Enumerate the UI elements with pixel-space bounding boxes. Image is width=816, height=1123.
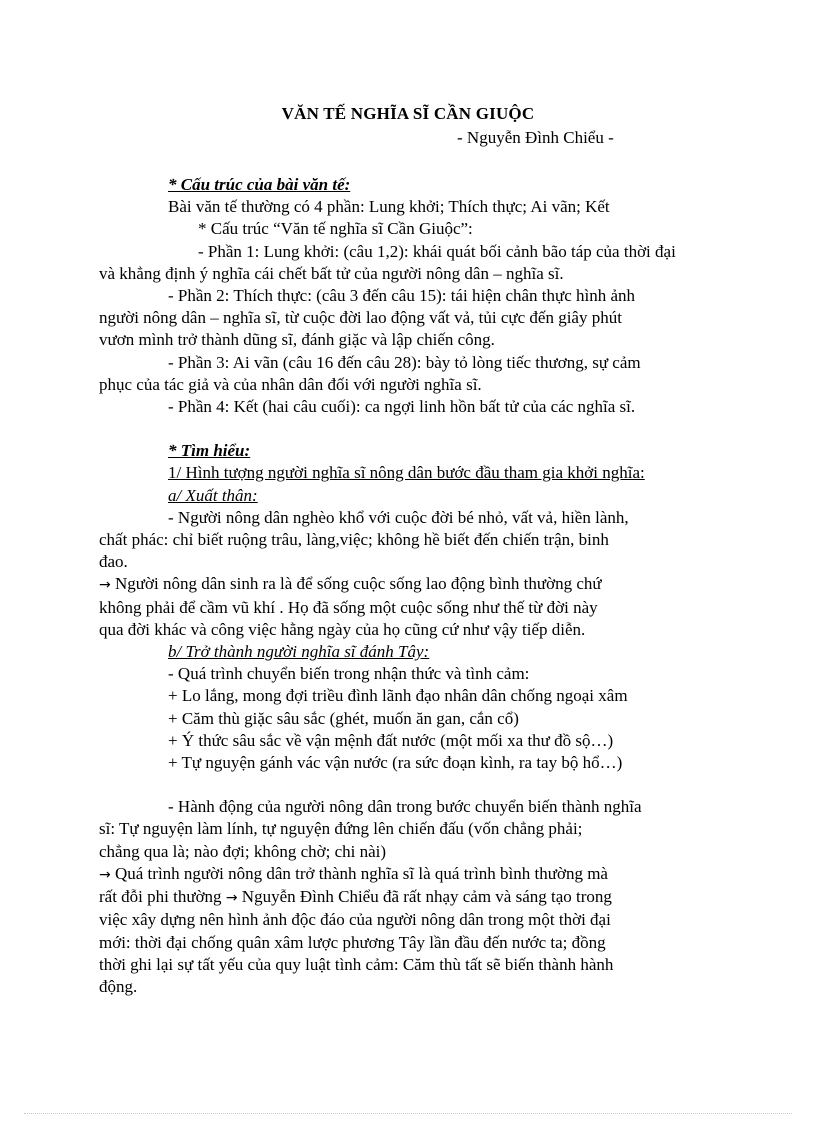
paragraph-line: chất phác: chỉ biết ruộng trâu, làng,việc; không hề biết đến chiến trận, binh	[99, 530, 609, 550]
part2-line-c: vươn mình trở thành dũng sĩ, đánh giặc và lập chiến công.	[99, 330, 495, 350]
arrow-icon: →	[99, 577, 111, 594]
paragraph-line: việc xây dựng nên hình ảnh độc đáo của người nông dân trong một thời đại	[99, 910, 611, 930]
paragraph-line: chẳng qua là; nào đợi; không chờ; chi nài)	[99, 841, 387, 861]
part4-line: - Phần 4: Kết (hai câu cuối): ca ngợi linh hồn bất tử của các nghĩa sĩ.	[168, 397, 636, 417]
page-title: VĂN TẾ NGHĨA SĨ CẦN GIUỘC	[281, 104, 535, 123]
paragraph-line: * Cấu trúc “Văn tế nghĩa sĩ Cần Giuộc”:	[198, 219, 473, 239]
paragraph-text: Người nông dân sinh ra là để sống cuộc sống lao động bình thường chứ	[110, 574, 602, 594]
paragraph-line: thời ghi lại sự tất yếu của quy luật tình cảm: Căm thù tất sẽ biến thành hành	[99, 954, 614, 974]
list-item: + Ý thức sâu sắc về vận mệnh đất nước (một mối xa thư đồ sộ…)	[168, 730, 614, 750]
part3-line-b: phục của tác giả và của nhân dân đối với người nghĩa sĩ.	[99, 374, 482, 394]
list-item: + Tự nguyện gánh vác vận nước (ra sức đoạn kình, ra tay bộ hổ…)	[168, 753, 623, 773]
paragraph-line	[99, 863, 697, 886]
subsection-heading-a: a/ Xuất thân:	[168, 485, 258, 505]
paragraph-line	[99, 573, 697, 596]
paragraph-line: Bài văn tế thường có 4 phần: Lung khởi; Thích thực; Ai vãn; Kết	[168, 197, 610, 217]
paragraph-line: mới: thời đại chống quân xâm lược phương Tây lần đầu đến nước ta; đồng	[99, 932, 606, 952]
spacer	[168, 774, 697, 796]
author-line: - Nguyễn Đình Chiểu -	[457, 128, 614, 147]
paragraph-line: - Người nông dân nghèo khổ với cuộc đời bé nhỏ, vất vả, hiền lành,	[168, 507, 629, 527]
list-item: + Lo lắng, mong đợi triều đình lãnh đạo nhân dân chống ngoại xâm	[168, 686, 628, 706]
paragraph-text: Nguyễn Đình Chiểu đã rất nhạy cảm và sáng tạo trong	[237, 887, 612, 907]
structure-heading: * Cấu trúc của bài văn tế:	[168, 175, 351, 194]
subsection-heading-b: b/ Trở thành người nghĩa sĩ đánh Tây:	[168, 642, 430, 662]
paragraph-line: qua đời khác và công việc hằng ngày của họ cũng cứ như vậy tiếp diễn.	[99, 619, 586, 639]
paragraph-line: sĩ: Tự nguyện làm lính, tự nguyện đứng lên chiến đấu (vốn chẳng phải;	[99, 819, 583, 839]
part2-line-b: người nông dân – nghĩa sĩ, từ cuộc đời lao động vất vả, tủi cực đến giây phút	[99, 308, 622, 328]
arrow-icon: →	[99, 866, 111, 883]
part1-line-b: và khẳng định ý nghĩa cái chết bất tử của người nông dân – nghĩa sĩ.	[99, 263, 564, 283]
part1-line-a: - Phần 1: Lung khởi: (câu 1,2): khái quát bối cảnh bão táp của thời đại	[198, 241, 676, 261]
page-divider	[24, 1113, 792, 1114]
paragraph-line: đao.	[99, 552, 128, 572]
paragraph-line: động.	[99, 976, 138, 996]
list-item: + Căm thù giặc sâu sắc (ghét, muốn ăn gan, cắn cổ)	[168, 708, 519, 728]
paragraph-text: rất đỗi phi thường	[99, 887, 226, 907]
part2-line-a: - Phần 2: Thích thực: (câu 3 đến câu 15): tái hiện chân thực hình ảnh	[168, 286, 636, 306]
spacer	[168, 418, 697, 440]
paragraph-line: - Quá trình chuyển biến trong nhận thức và tình cảm:	[168, 664, 530, 684]
paragraph-line	[168, 241, 697, 263]
paragraph-line	[99, 886, 697, 909]
document-body	[99, 174, 697, 998]
section-heading: 1/ Hình tượng người nghĩa sĩ nông dân bước đầu tham gia khởi nghĩa:	[168, 463, 645, 483]
paragraph-line: không phải để cầm vũ khí . Họ đã sống một cuộc sống như thế từ đời này	[99, 597, 598, 617]
paragraph-line: - Hành động của người nông dân trong bước chuyển biến thành nghĩa	[168, 797, 642, 817]
arrow-icon: →	[225, 890, 238, 907]
part3-line-a: - Phần 3: Ai vãn (câu 16 đến câu 28): bày tỏ lòng tiếc thương, sự cảm	[168, 352, 641, 372]
study-heading: * Tìm hiểu:	[168, 441, 251, 461]
paragraph-text: Quá trình người nông dân trở thành nghĩa sĩ là quá trình bình thường mà	[110, 863, 608, 883]
